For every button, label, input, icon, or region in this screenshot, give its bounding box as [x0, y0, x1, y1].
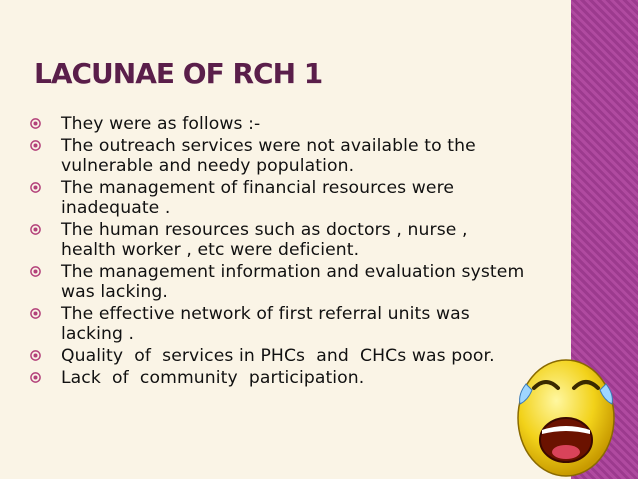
target-bullet-icon	[30, 372, 41, 383]
target-bullet-icon	[30, 266, 41, 277]
bullet-item	[30, 368, 570, 388]
slide-title: LACUNAE OF RCH 1	[34, 57, 323, 90]
bullet-item	[30, 262, 570, 302]
bullet-text: The management of financial resources were inadequate .	[61, 178, 455, 218]
bullet-item	[30, 178, 570, 218]
bullet-item	[30, 346, 570, 366]
target-bullet-icon	[30, 308, 41, 319]
crying-face-icon	[512, 348, 620, 478]
target-bullet-icon	[30, 182, 41, 193]
target-bullet-icon	[30, 118, 41, 129]
target-bullet-icon	[30, 224, 41, 235]
bullet-text: The outreach services were not available to the vulnerable and needy population.	[61, 136, 476, 176]
bullet-list	[30, 114, 570, 390]
bullet-text: The effective network of first referral units was lacking .	[61, 304, 470, 344]
target-bullet-icon	[30, 140, 41, 151]
bullet-item	[30, 114, 570, 134]
bullet-text: Quality of services in PHCs and CHCs was poor.	[61, 346, 495, 366]
bullet-text: The human resources such as doctors , nurse , health worker , etc were deficient.	[61, 220, 468, 260]
bullet-text: They were as follows :-	[61, 114, 261, 134]
bullet-item	[30, 304, 570, 344]
bullet-item	[30, 136, 570, 176]
target-bullet-icon	[30, 350, 41, 361]
bullet-item	[30, 220, 570, 260]
bullet-text: The management information and evaluation system was lacking.	[61, 262, 525, 302]
bullet-text: Lack of community participation.	[61, 368, 365, 388]
